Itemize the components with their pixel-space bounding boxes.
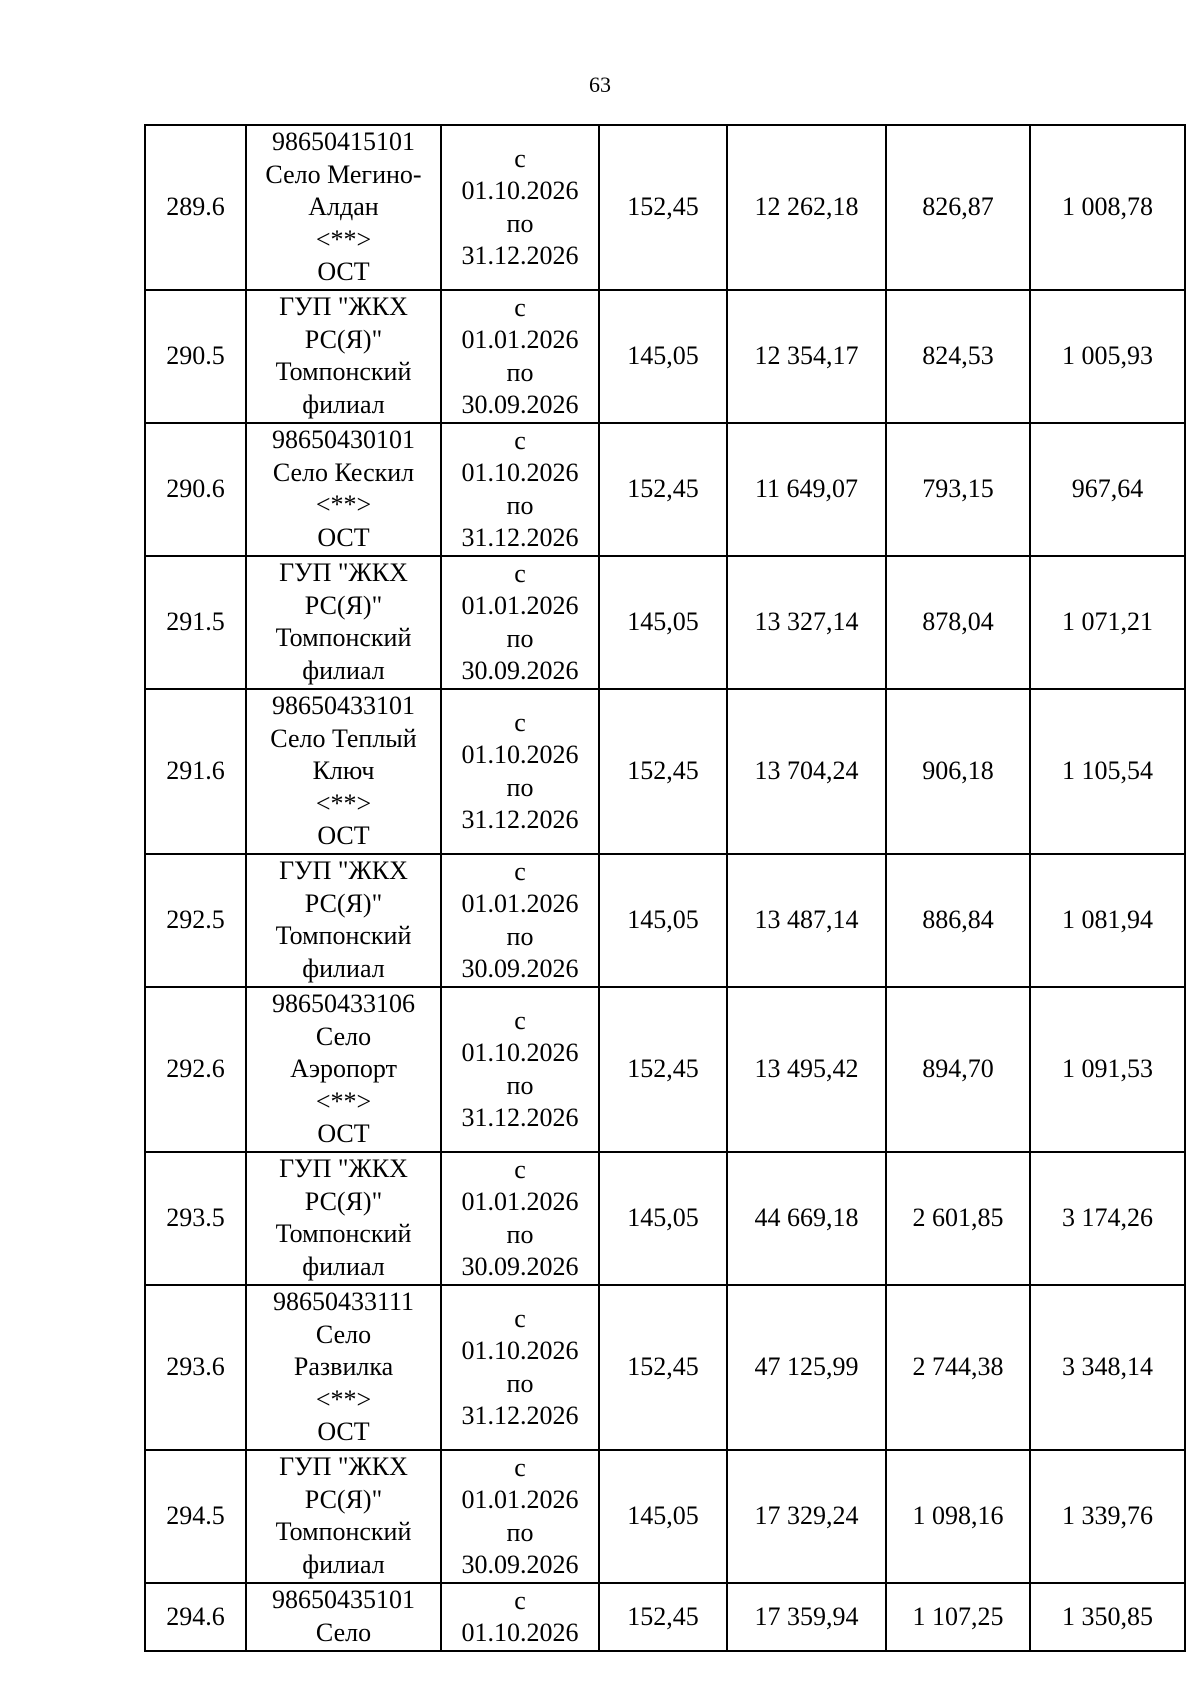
period-cell: с 01.01.2026 по 30.09.2026	[441, 1152, 599, 1285]
value-cell: 1 005,93	[1030, 290, 1185, 423]
organization-cell: 98650433111 Село Развилка <**> ОСТ	[246, 1285, 441, 1450]
organization-cell: 98650430101 Село Кескил <**> ОСТ	[246, 423, 441, 556]
value-cell: 47 125,99	[727, 1285, 886, 1450]
period-cell: с 01.10.2026 по 31.12.2026	[441, 689, 599, 854]
period-cell: с 01.10.2026 по 31.12.2026	[441, 987, 599, 1152]
row-number: 292.5	[145, 854, 246, 987]
value-cell: 1 105,54	[1030, 689, 1185, 854]
value-cell: 793,15	[886, 423, 1030, 556]
table-row	[145, 125, 1185, 290]
value-cell: 152,45	[599, 689, 727, 854]
value-cell: 1 091,53	[1030, 987, 1185, 1152]
value-cell: 145,05	[599, 1152, 727, 1285]
value-cell: 967,64	[1030, 423, 1185, 556]
value-cell: 2 744,38	[886, 1285, 1030, 1450]
value-cell: 145,05	[599, 290, 727, 423]
organization-cell: 98650435101 Село	[246, 1583, 441, 1651]
value-cell: 13 495,42	[727, 987, 886, 1152]
period-cell: с 01.01.2026 по 30.09.2026	[441, 854, 599, 987]
period-cell: с 01.01.2026 по 30.09.2026	[441, 556, 599, 689]
value-cell: 3 174,26	[1030, 1152, 1185, 1285]
period-cell: с 01.10.2026 по 31.12.2026	[441, 125, 599, 290]
value-cell: 886,84	[886, 854, 1030, 987]
value-cell: 44 669,18	[727, 1152, 886, 1285]
value-cell: 906,18	[886, 689, 1030, 854]
period-cell: с 01.01.2026 по 30.09.2026	[441, 1450, 599, 1583]
period-cell: с 01.10.2026 по 31.12.2026	[441, 1285, 599, 1450]
value-cell: 152,45	[599, 125, 727, 290]
value-cell: 12 262,18	[727, 125, 886, 290]
row-number: 290.5	[145, 290, 246, 423]
table-row	[145, 1583, 1185, 1651]
value-cell: 2 601,85	[886, 1152, 1030, 1285]
value-cell: 145,05	[599, 556, 727, 689]
table-row	[145, 987, 1185, 1152]
row-number: 291.6	[145, 689, 246, 854]
organization-cell: ГУП "ЖКХ РС(Я)" Томпонский филиал	[246, 1450, 441, 1583]
table-row	[145, 1152, 1185, 1285]
table-row	[145, 556, 1185, 689]
table-row	[145, 290, 1185, 423]
organization-cell: 98650433101 Село Теплый Ключ <**> ОСТ	[246, 689, 441, 854]
value-cell: 878,04	[886, 556, 1030, 689]
value-cell: 13 327,14	[727, 556, 886, 689]
page-number: 63	[589, 72, 611, 97]
table-row	[145, 423, 1185, 556]
value-cell: 13 487,14	[727, 854, 886, 987]
table-row	[145, 1450, 1185, 1583]
row-number: 293.5	[145, 1152, 246, 1285]
value-cell: 1 081,94	[1030, 854, 1185, 987]
value-cell: 152,45	[599, 1285, 727, 1450]
value-cell: 145,05	[599, 854, 727, 987]
value-cell: 152,45	[599, 1583, 727, 1651]
row-number: 291.5	[145, 556, 246, 689]
row-number: 292.6	[145, 987, 246, 1152]
row-number: 290.6	[145, 423, 246, 556]
row-number: 293.6	[145, 1285, 246, 1450]
value-cell: 3 348,14	[1030, 1285, 1185, 1450]
organization-cell: ГУП "ЖКХ РС(Я)" Томпонский филиал	[246, 854, 441, 987]
row-number: 289.6	[145, 125, 246, 290]
period-cell: с 01.10.2026	[441, 1583, 599, 1651]
value-cell: 1 339,76	[1030, 1450, 1185, 1583]
row-number: 294.6	[145, 1583, 246, 1651]
value-cell: 12 354,17	[727, 290, 886, 423]
value-cell: 1 350,85	[1030, 1583, 1185, 1651]
value-cell: 1 098,16	[886, 1450, 1030, 1583]
value-cell: 1 071,21	[1030, 556, 1185, 689]
value-cell: 824,53	[886, 290, 1030, 423]
value-cell: 894,70	[886, 987, 1030, 1152]
value-cell: 826,87	[886, 125, 1030, 290]
organization-cell: ГУП "ЖКХ РС(Я)" Томпонский филиал	[246, 556, 441, 689]
table-row	[145, 854, 1185, 987]
period-cell: с 01.01.2026 по 30.09.2026	[441, 290, 599, 423]
organization-cell: 98650415101 Село Мегино- Алдан <**> ОСТ	[246, 125, 441, 290]
value-cell: 152,45	[599, 987, 727, 1152]
organization-cell: 98650433106 Село Аэропорт <**> ОСТ	[246, 987, 441, 1152]
value-cell: 1 107,25	[886, 1583, 1030, 1651]
value-cell: 13 704,24	[727, 689, 886, 854]
organization-cell: ГУП "ЖКХ РС(Я)" Томпонский филиал	[246, 290, 441, 423]
organization-cell: ГУП "ЖКХ РС(Я)" Томпонский филиал	[246, 1152, 441, 1285]
table-row	[145, 1285, 1185, 1450]
value-cell: 145,05	[599, 1450, 727, 1583]
table-row	[145, 689, 1185, 854]
value-cell: 17 329,24	[727, 1450, 886, 1583]
period-cell: с 01.10.2026 по 31.12.2026	[441, 423, 599, 556]
tariff-table	[144, 124, 1186, 1652]
row-number: 294.5	[145, 1450, 246, 1583]
value-cell: 1 008,78	[1030, 125, 1185, 290]
value-cell: 152,45	[599, 423, 727, 556]
value-cell: 17 359,94	[727, 1583, 886, 1651]
value-cell: 11 649,07	[727, 423, 886, 556]
